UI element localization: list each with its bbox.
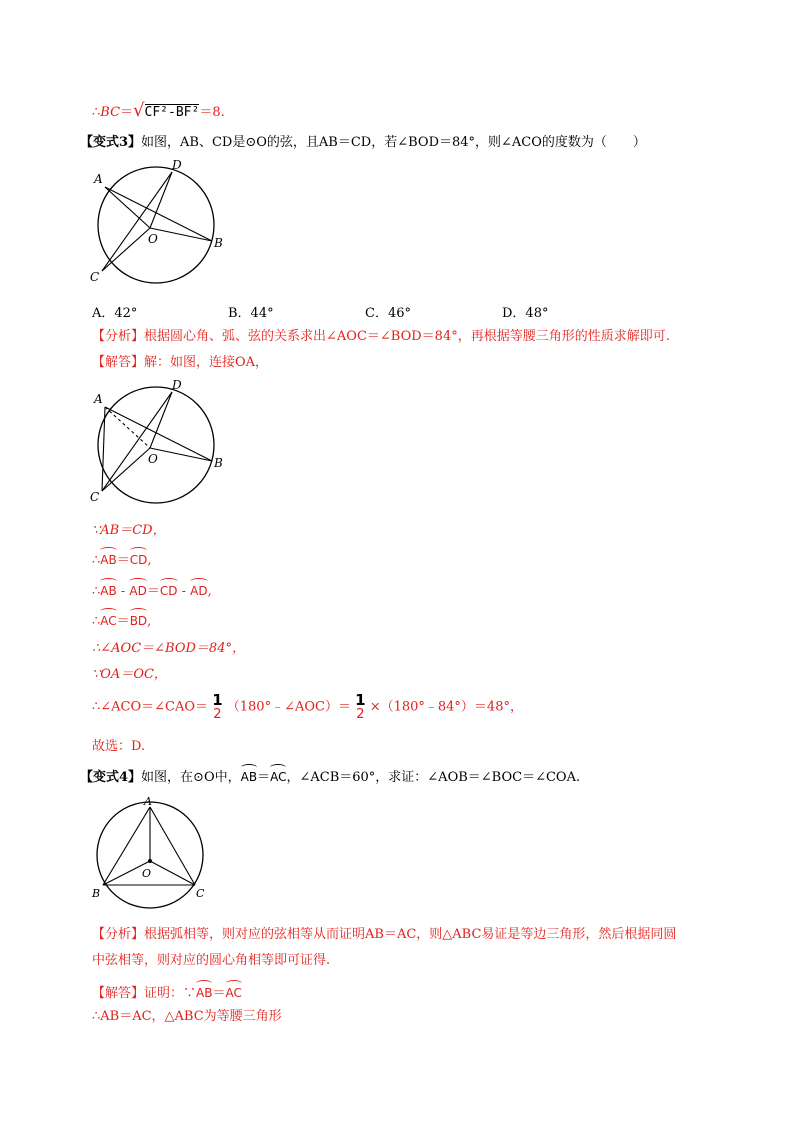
fraction-half: 1 2 (212, 691, 223, 722)
variant3-question: 【变式3】如图，AB、CD是⊙O的弦，且AB＝CD，若∠BOD＝84°，则∠ACO的度数为（ ） (80, 135, 646, 150)
step-final: ∴∠ACO＝∠CAO＝ 1 2 （180°﹣∠AOC）＝ 1 2 ×（180°﹣84°）＝48°， (92, 691, 523, 722)
label-o: O (148, 452, 158, 466)
figure-circle-3 (88, 795, 218, 910)
label-a: A (94, 392, 103, 406)
label-o: O (142, 867, 152, 880)
label-a: A (144, 795, 152, 808)
variant3-analysis: 【分析】根据圆心角、弧、弦的关系求出∠AOC＝∠BOD＝84°，再根据等腰三角形的性质求解即可. (92, 329, 670, 344)
label-c: C (196, 887, 205, 900)
option-c: C．46° (365, 306, 411, 321)
label-a: A (94, 172, 103, 186)
label-d: D (172, 158, 182, 172)
step-3: ∴AB - AD＝CD - AD, (92, 584, 212, 599)
figure-circle-1 (88, 155, 228, 290)
option-a: A．42° (92, 306, 138, 321)
variant3-choice: 故选：D. (92, 739, 146, 754)
figure-circle-2 (88, 375, 228, 510)
label-o: O (148, 232, 158, 246)
variant4-analysis-2: 中弦相等，则对应的圆心角相等即可证得. (92, 953, 331, 968)
option-d: D．48° (502, 306, 549, 321)
step-4: ∴AC＝BD, (92, 614, 152, 629)
label-d: D (172, 378, 182, 392)
step-2: ∴AB＝CD, (92, 553, 152, 568)
fraction-half-2: 1 2 (355, 691, 366, 722)
label-b: B (214, 236, 223, 250)
top-line: ∴BC＝√CF²-BF²＝8. (92, 100, 225, 121)
label-c: C (90, 270, 100, 284)
variant4-analysis-1: 【分析】根据弧相等，则对应的弦相等从而证明AB＝AC，则△ABC易证是等边三角形，然后根据同圆 (92, 927, 677, 942)
step-5: ∴∠AOC＝∠BOD＝84°， (92, 641, 245, 656)
option-b: B．44° (228, 306, 274, 321)
variant4-question: 【变式4】如图，在⊙O中，AB＝AC，∠ACB＝60°，求证：∠AOB＝∠BOC＝∠COA. (80, 770, 581, 785)
variant4-last-line: ∴AB＝AC，△ABC为等腰三角形 (92, 1009, 282, 1024)
step-1: ∵AB＝CD， (92, 523, 166, 538)
variant4-answer: 【解答】证明：∵AB＝AC (92, 986, 242, 1001)
variant3-answer-intro: 【解答】解：如图，连接OA， (92, 355, 269, 370)
label-b: B (214, 456, 223, 470)
label-b: B (92, 887, 101, 900)
label-c: C (90, 490, 100, 504)
step-6: ∵OA＝OC， (92, 667, 167, 682)
